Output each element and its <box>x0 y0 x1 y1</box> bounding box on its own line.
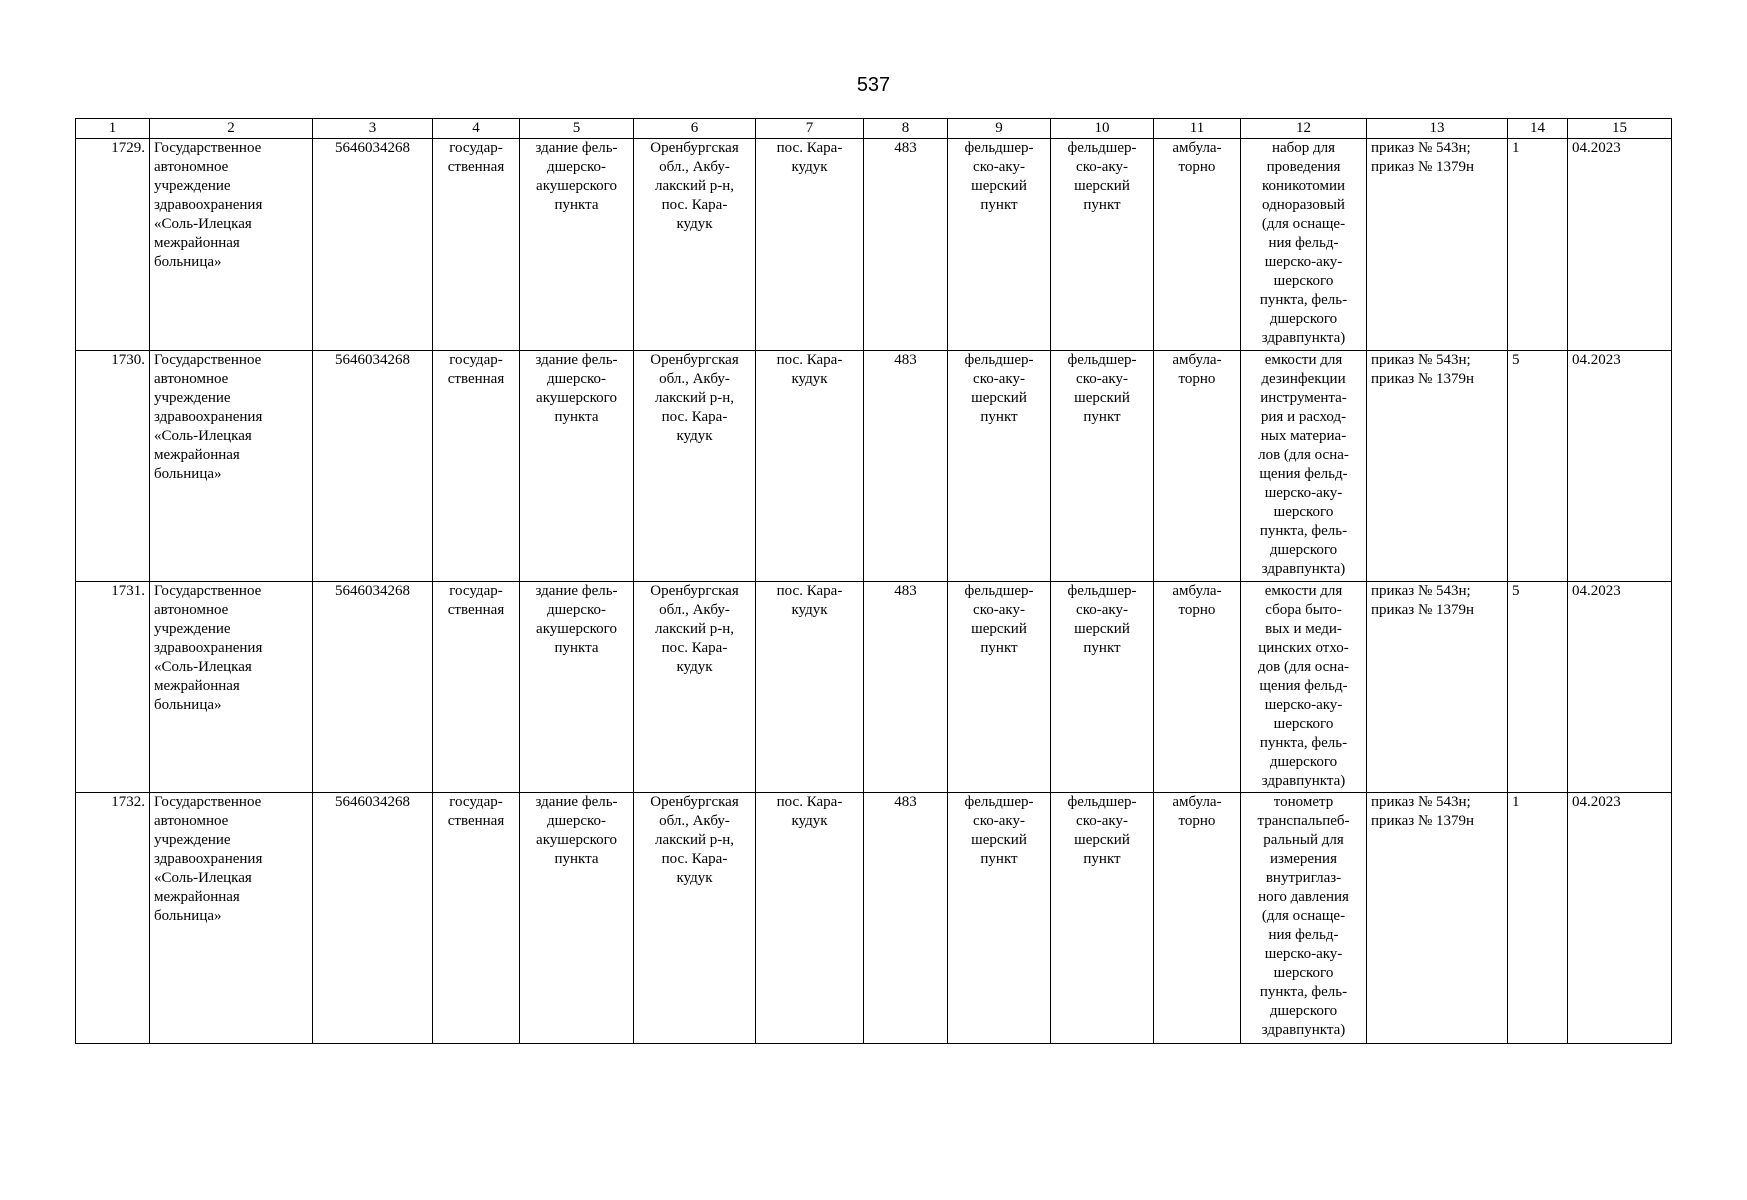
inn: 5646034268 <box>313 582 433 793</box>
unit-type: фельдшер- ско-аку- шерский пункт <box>948 351 1051 582</box>
unit-type: фельдшер- ско-аку- шерский пункт <box>948 139 1051 351</box>
locality: пос. Кара- кудук <box>756 351 864 582</box>
care-form: амбула- торно <box>1154 793 1241 1044</box>
organization-name: Государственное автономное учреждение здравоохранения «Соль-Илецкая межрайонная больница» <box>150 793 313 1044</box>
column-header: 9 <box>948 119 1051 139</box>
address: Оренбургская обл., Акбу- лакский р-н, пос. Кара- кудук <box>634 582 756 793</box>
column-header: 8 <box>864 119 948 139</box>
row-number: 1732. <box>76 793 150 1044</box>
ownership: государ- ственная <box>433 139 520 351</box>
unit-type: фельдшер- ско-аку- шерский пункт <box>948 793 1051 1044</box>
date: 04.2023 <box>1568 139 1672 351</box>
row-number: 1730. <box>76 351 150 582</box>
equipment: тонометр транспальпеб- ральный для измерения внутриглаз- ного давления (для оснаще- ния фельд- шерско-аку- шерского пункта, фель- дшерского здравпункта) <box>1241 793 1367 1044</box>
care-form: амбула- торно <box>1154 139 1241 351</box>
address: Оренбургская обл., Акбу- лакский р-н, пос. Кара- кудук <box>634 139 756 351</box>
column-header: 1 <box>76 119 150 139</box>
code: 483 <box>864 793 948 1044</box>
order: приказ № 543н; приказ № 1379н <box>1367 351 1508 582</box>
column-header: 10 <box>1051 119 1154 139</box>
quantity: 1 <box>1508 139 1568 351</box>
quantity: 5 <box>1508 351 1568 582</box>
ownership: государ- ственная <box>433 351 520 582</box>
locality: пос. Кара- кудук <box>756 582 864 793</box>
ownership: государ- ственная <box>433 793 520 1044</box>
building: здание фель- дшерско- акушерского пункта <box>520 793 634 1044</box>
equipment: емкости для дезинфекции инструмента- рия и расход- ных материа- лов (для осна- щения фельд- шерско-аку- шерского пункта, фель- дшерского здравпункта) <box>1241 351 1367 582</box>
column-header: 13 <box>1367 119 1508 139</box>
table-row <box>76 351 1672 582</box>
column-header: 11 <box>1154 119 1241 139</box>
code: 483 <box>864 582 948 793</box>
building: здание фель- дшерско- акушерского пункта <box>520 139 634 351</box>
unit-name: фельдшер- ско-аку- шерский пункт <box>1051 351 1154 582</box>
register-table <box>75 118 1672 1044</box>
column-header: 3 <box>313 119 433 139</box>
inn: 5646034268 <box>313 139 433 351</box>
row-number: 1731. <box>76 582 150 793</box>
column-header: 6 <box>634 119 756 139</box>
unit-name: фельдшер- ско-аку- шерский пункт <box>1051 582 1154 793</box>
order: приказ № 543н; приказ № 1379н <box>1367 582 1508 793</box>
unit-name: фельдшер- ско-аку- шерский пункт <box>1051 793 1154 1044</box>
date: 04.2023 <box>1568 351 1672 582</box>
column-header: 7 <box>756 119 864 139</box>
inn: 5646034268 <box>313 793 433 1044</box>
ownership: государ- ственная <box>433 582 520 793</box>
address: Оренбургская обл., Акбу- лакский р-н, пос. Кара- кудук <box>634 793 756 1044</box>
order: приказ № 543н; приказ № 1379н <box>1367 139 1508 351</box>
address: Оренбургская обл., Акбу- лакский р-н, пос. Кара- кудук <box>634 351 756 582</box>
header-row <box>76 119 1672 139</box>
care-form: амбула- торно <box>1154 351 1241 582</box>
column-header: 5 <box>520 119 634 139</box>
inn: 5646034268 <box>313 351 433 582</box>
organization-name: Государственное автономное учреждение здравоохранения «Соль-Илецкая межрайонная больница» <box>150 139 313 351</box>
column-header: 14 <box>1508 119 1568 139</box>
locality: пос. Кара- кудук <box>756 139 864 351</box>
building: здание фель- дшерско- акушерского пункта <box>520 582 634 793</box>
code: 483 <box>864 351 948 582</box>
row-number: 1729. <box>76 139 150 351</box>
locality: пос. Кара- кудук <box>756 793 864 1044</box>
date: 04.2023 <box>1568 582 1672 793</box>
column-header: 15 <box>1568 119 1672 139</box>
table-row <box>76 582 1672 793</box>
equipment: набор для проведения коникотомии одноразовый (для оснаще- ния фельд- шерско-аку- шерского пункта, фель- дшерского здравпункта) <box>1241 139 1367 351</box>
unit-name: фельдшер- ско-аку- шерский пункт <box>1051 139 1154 351</box>
care-form: амбула- торно <box>1154 582 1241 793</box>
column-header: 4 <box>433 119 520 139</box>
organization-name: Государственное автономное учреждение здравоохранения «Соль-Илецкая межрайонная больница» <box>150 582 313 793</box>
column-header: 2 <box>150 119 313 139</box>
table-row <box>76 793 1672 1044</box>
table-row <box>76 139 1672 351</box>
quantity: 5 <box>1508 582 1568 793</box>
quantity: 1 <box>1508 793 1568 1044</box>
organization-name: Государственное автономное учреждение здравоохранения «Соль-Илецкая межрайонная больница» <box>150 351 313 582</box>
code: 483 <box>864 139 948 351</box>
date: 04.2023 <box>1568 793 1672 1044</box>
column-header: 12 <box>1241 119 1367 139</box>
building: здание фель- дшерско- акушерского пункта <box>520 351 634 582</box>
page-number: 537 <box>856 74 891 96</box>
equipment: емкости для сбора быто- вых и меди- цинских отхо- дов (для осна- щения фельд- шерско-аку- шерского пункта, фель- дшерского здравпункта) <box>1241 582 1367 793</box>
order: приказ № 543н; приказ № 1379н <box>1367 793 1508 1044</box>
unit-type: фельдшер- ско-аку- шерский пункт <box>948 582 1051 793</box>
